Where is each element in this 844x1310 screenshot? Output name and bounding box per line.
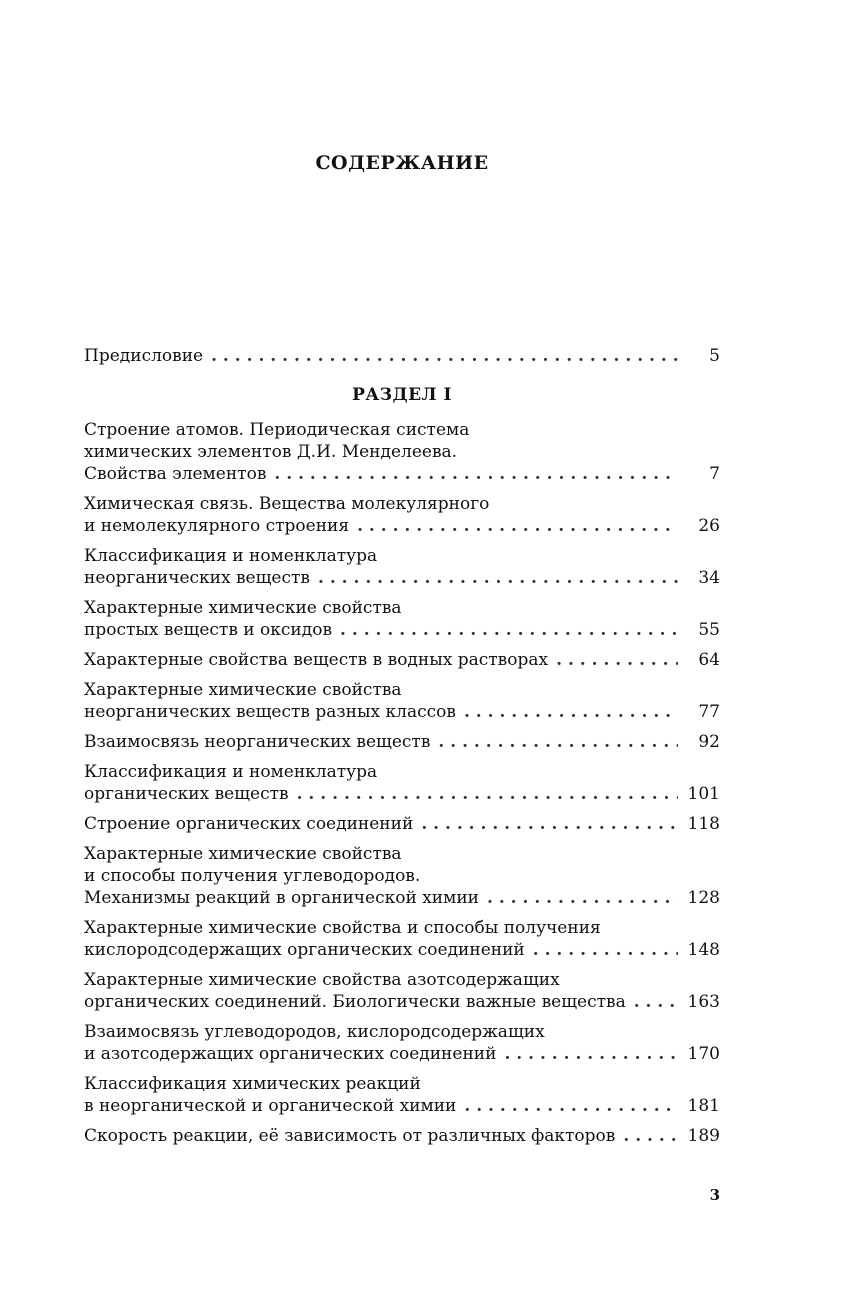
toc-page-number: 163 bbox=[687, 992, 720, 1012]
dot-leader bbox=[421, 813, 678, 835]
toc-entry-text: Характерные свойства веществ в водных растворах bbox=[84, 650, 549, 670]
toc-entry-text: неорганических веществ разных классов bbox=[84, 702, 456, 722]
dot-leader bbox=[340, 619, 678, 641]
dot-leader bbox=[634, 991, 678, 1013]
toc-entry bbox=[84, 731, 720, 753]
dot-leader bbox=[297, 783, 678, 805]
toc-entry-text: и азотсодержащих органических соединений bbox=[84, 1044, 497, 1064]
toc-entry bbox=[84, 1073, 720, 1117]
dot-leader bbox=[464, 1095, 678, 1117]
toc-entry-text: и немолекулярного строения bbox=[84, 516, 350, 536]
toc-entry-text: Механизмы реакций в органической химии bbox=[84, 888, 479, 908]
toc-entry-line: Классификация и номенклатура bbox=[84, 546, 378, 566]
toc-page-number: 34 bbox=[698, 568, 720, 588]
toc-entry-text: органических веществ bbox=[84, 784, 289, 804]
toc-entries-list bbox=[84, 419, 720, 1147]
toc-entry-line: Характерные химические свойства bbox=[84, 844, 402, 864]
toc-entry-line: и способы получения углеводородов. bbox=[84, 866, 421, 886]
dot-leader bbox=[211, 345, 678, 367]
toc-entry-text: Свойства элементов bbox=[84, 464, 267, 484]
dot-leader bbox=[274, 463, 678, 485]
toc-entry bbox=[84, 493, 720, 537]
dot-leader bbox=[464, 701, 678, 723]
toc-entry-line: Характерные химические свойства азотсодержащих bbox=[84, 970, 560, 990]
dot-leader bbox=[533, 939, 678, 961]
toc-page-number: 55 bbox=[698, 620, 720, 640]
toc-entry bbox=[84, 419, 720, 485]
dot-leader bbox=[318, 567, 678, 589]
toc-page-number: 92 bbox=[698, 732, 720, 752]
toc-entry-text: Предисловие bbox=[84, 346, 204, 366]
toc-entry bbox=[84, 843, 720, 909]
toc-entry bbox=[84, 597, 720, 641]
toc-entry-text: органических соединений. Биологически важные вещества bbox=[84, 992, 626, 1012]
toc-entry bbox=[84, 969, 720, 1013]
toc-entry-preface bbox=[84, 345, 720, 367]
toc-entry-line: Классификация и номенклатура bbox=[84, 762, 378, 782]
toc-entry-text: Строение органических соединений bbox=[84, 814, 414, 834]
toc-entry bbox=[84, 1021, 720, 1065]
toc-entry bbox=[84, 545, 720, 589]
toc-page-number: 5 bbox=[709, 346, 720, 366]
dot-leader bbox=[623, 1125, 678, 1147]
toc-page-number: 7 bbox=[709, 464, 720, 484]
toc-entry bbox=[84, 679, 720, 723]
toc-entry-text: в неорганической и органической химии bbox=[84, 1096, 457, 1116]
toc-entry bbox=[84, 813, 720, 835]
toc-page-number: 148 bbox=[687, 940, 720, 960]
toc-entry-line: Взаимосвязь углеводородов, кислородсодержащих bbox=[84, 1022, 545, 1042]
toc-entry-text: простых веществ и оксидов bbox=[84, 620, 333, 640]
toc-entry-text: Скорость реакции, её зависимость от различных факторов bbox=[84, 1126, 616, 1146]
toc-page-number: 189 bbox=[687, 1126, 720, 1146]
toc-entry-line: Характерные химические свойства bbox=[84, 680, 402, 700]
toc-entry-line: Характерные химические свойства и способы получения bbox=[84, 918, 601, 938]
table-of-contents bbox=[84, 345, 720, 1155]
toc-page-number: 101 bbox=[687, 784, 720, 804]
section-heading: РАЗДЕЛ I bbox=[352, 385, 452, 405]
toc-entry bbox=[84, 649, 720, 671]
page-title: СОДЕРЖАНИЕ bbox=[315, 152, 489, 174]
dot-leader bbox=[556, 649, 678, 671]
toc-entry-text: кислородсодержащих органических соединений bbox=[84, 940, 525, 960]
toc-page-number: 64 bbox=[698, 650, 720, 670]
dot-leader bbox=[438, 731, 678, 753]
toc-entry-text: неорганических веществ bbox=[84, 568, 310, 588]
toc-entry bbox=[84, 761, 720, 805]
toc-entry-line: химических элементов Д.И. Менделеева. bbox=[84, 442, 458, 462]
toc-entry-text: Взаимосвязь неорганических веществ bbox=[84, 732, 431, 752]
dot-leader bbox=[487, 887, 678, 909]
toc-page-number: 118 bbox=[687, 814, 720, 834]
toc-entry-line: Классификация химических реакций bbox=[84, 1074, 421, 1094]
toc-page-number: 170 bbox=[687, 1044, 720, 1064]
toc-page-number: 26 bbox=[698, 516, 720, 536]
toc-page-number: 77 bbox=[698, 702, 720, 722]
toc-entry bbox=[84, 1125, 720, 1147]
toc-page-number: 181 bbox=[687, 1096, 720, 1116]
toc-entry-line: Химическая связь. Вещества молекулярного bbox=[84, 494, 490, 514]
toc-entry-line: Строение атомов. Периодическая система bbox=[84, 420, 470, 440]
toc-page-number: 128 bbox=[687, 888, 720, 908]
page-number-folio: 3 bbox=[709, 1186, 720, 1204]
dot-leader bbox=[504, 1043, 678, 1065]
dot-leader bbox=[357, 515, 678, 537]
toc-entry bbox=[84, 917, 720, 961]
toc-entry-line: Характерные химические свойства bbox=[84, 598, 402, 618]
